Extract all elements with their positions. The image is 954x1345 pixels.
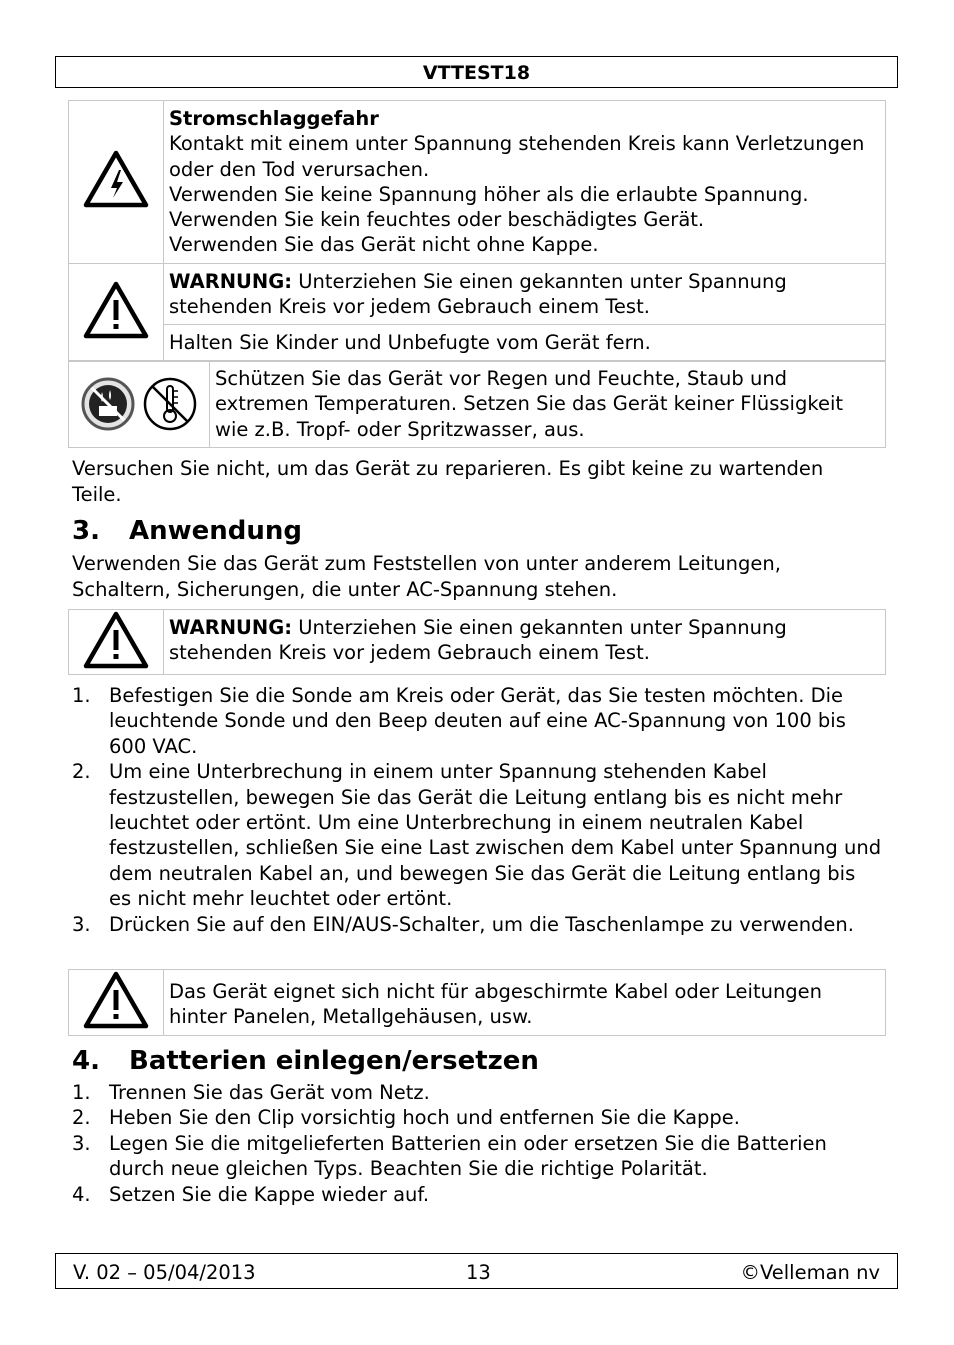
environment-row: [69, 361, 886, 448]
shock-line-1: Kontakt mit einem unter Spannung stehenden Kreis kann Verletzungen oder den Tod verursachen.: [169, 132, 865, 181]
shock-heading: Stromschlaggefahr: [169, 107, 379, 130]
general-warning-icon: [83, 971, 149, 1029]
section-4-number: 4.: [72, 1046, 100, 1076]
environment-table: [68, 360, 886, 448]
shock-line-2: Verwenden Sie keine Spannung höher als die erlaubte Spannung.: [169, 182, 809, 206]
footer-copyright: ©Velleman nv: [740, 1261, 880, 1284]
section-3-warning-text-cell: [164, 610, 886, 675]
list-item: 1. Trennen Sie das Gerät vom Netz.: [72, 1081, 430, 1104]
warning-text-cell: [164, 263, 886, 325]
electric-shock-warning-icon: [83, 150, 149, 208]
header-title: VTTEST18: [422, 62, 531, 84]
list-item: 2. Heben Sie den Clip vorsichtig hoch und entfernen Sie die Kappe.: [72, 1106, 740, 1130]
page-footer: [55, 1253, 898, 1289]
list-item: 3. Legen Sie die mitgelieferten Batterien ein oder ersetzen Sie die Batterien durch neue gleichen Typs. Beachten Sie die richtige Polarität.: [72, 1131, 827, 1181]
list-item: 3. Drücken Sie auf den EIN/AUS-Schalter, um die Taschenlampe zu verwenden.: [72, 912, 854, 936]
shock-row: [69, 101, 886, 264]
section-3-steps: [72, 683, 882, 937]
section-3-heading: [72, 516, 302, 546]
shock-line-3: Verwenden Sie kein feuchtes oder beschädigtes Gerät.: [169, 208, 705, 232]
footer-page-number: 13: [466, 1261, 491, 1284]
section-3-warning-label: WARNUNG:: [169, 616, 293, 639]
repair-note: Versuchen Sie nicht, um das Gerät zu reparieren. Es gibt keine zu wartenden Teile.: [72, 457, 824, 506]
list-item: 2. Um eine Unterbrechung in einem unter Spannung stehenden Kabel festzustellen, bewegen Sie das Gerät die Leitung entlang bis es nicht mehr leuchtet oder ertönt. Um eine Unterbrechung in einem neutralen Kabel festzustellen, schließen Sie eine Last zwischen dem Kabel unter Spannung und dem neutralen Kabel an, und bewegen Sie das Gerät die Leitung entlang bis es nicht mehr leuchtet oder ertönt.: [72, 760, 882, 911]
environment-text: Schützen Sie das Gerät vor Regen und Feuchte, Staub und extremen Temperaturen. Setzen Sie das Gerät keiner Flüssigkeit wie z.B. Tropf- oder Spritzwasser, aus.: [215, 367, 844, 441]
section-3-warning-box: [68, 609, 886, 675]
section-3-warning-text: Unterziehen Sie einen gekannten unter Spannung stehenden Kreis vor jedem Gebrauch einem Test.: [169, 616, 787, 665]
safety-table: [68, 100, 886, 362]
section-3-caution-text: Das Gerät eignet sich nicht für abgeschirmte Kabel oder Leitungen hinter Panelen, Metallgehäusen, usw.: [169, 980, 823, 1029]
warning-text: Unterziehen Sie einen gekannten unter Spannung stehenden Kreis vor jedem Gebrauch einem Test.: [169, 269, 787, 319]
shock-icon-cell: [69, 101, 164, 264]
section-4-heading: [72, 1046, 539, 1076]
general-warning-icon: [83, 281, 149, 339]
warning-label: WARNUNG:: [169, 269, 293, 293]
shock-line-4: Verwenden Sie das Gerät nicht ohne Kappe.: [169, 233, 599, 257]
page-header: [55, 56, 898, 88]
shock-text-cell: [164, 101, 886, 264]
list-item: 4. Setzen Sie die Kappe wieder auf.: [72, 1182, 430, 1206]
general-warning-icon: [83, 611, 149, 669]
warning-icon-cell: [69, 263, 164, 361]
section-3-caution-box: [68, 969, 886, 1036]
environment-text-cell: [210, 361, 886, 448]
children-text-cell: [164, 325, 886, 361]
section-3-caution-icon-cell: [69, 970, 164, 1036]
section-3-title: Anwendung: [129, 516, 303, 546]
section-3-caution-text-cell: [164, 970, 886, 1036]
section-3-warning-icon-cell: [69, 610, 164, 675]
children-text: Halten Sie Kinder und Unbefugte vom Gerät fern.: [169, 331, 651, 355]
list-item: 1. Befestigen Sie die Sonde am Kreis oder Gerät, das Sie testen möchten. Die leuchtende Sonde und den Beep deuten auf eine AC-Spannung von 100 bis 600 VAC.: [72, 684, 846, 758]
section-4-steps: [72, 1080, 882, 1207]
warning-row: [69, 263, 886, 325]
section-4-title: Batterien einlegen/ersetzen: [129, 1046, 539, 1076]
no-water-icon: [80, 376, 136, 432]
section-3-intro: Verwenden Sie das Gerät zum Feststellen von unter anderem Leitungen, Schaltern, Sicherungen, die unter AC-Spannung stehen.: [72, 552, 781, 601]
no-extreme-temperature-icon: [142, 376, 198, 432]
section-3-number: 3.: [72, 516, 100, 546]
footer-version: V. 02 – 05/04/2013: [73, 1261, 256, 1284]
environment-icon-cell: [69, 361, 210, 448]
children-row: [69, 325, 886, 361]
